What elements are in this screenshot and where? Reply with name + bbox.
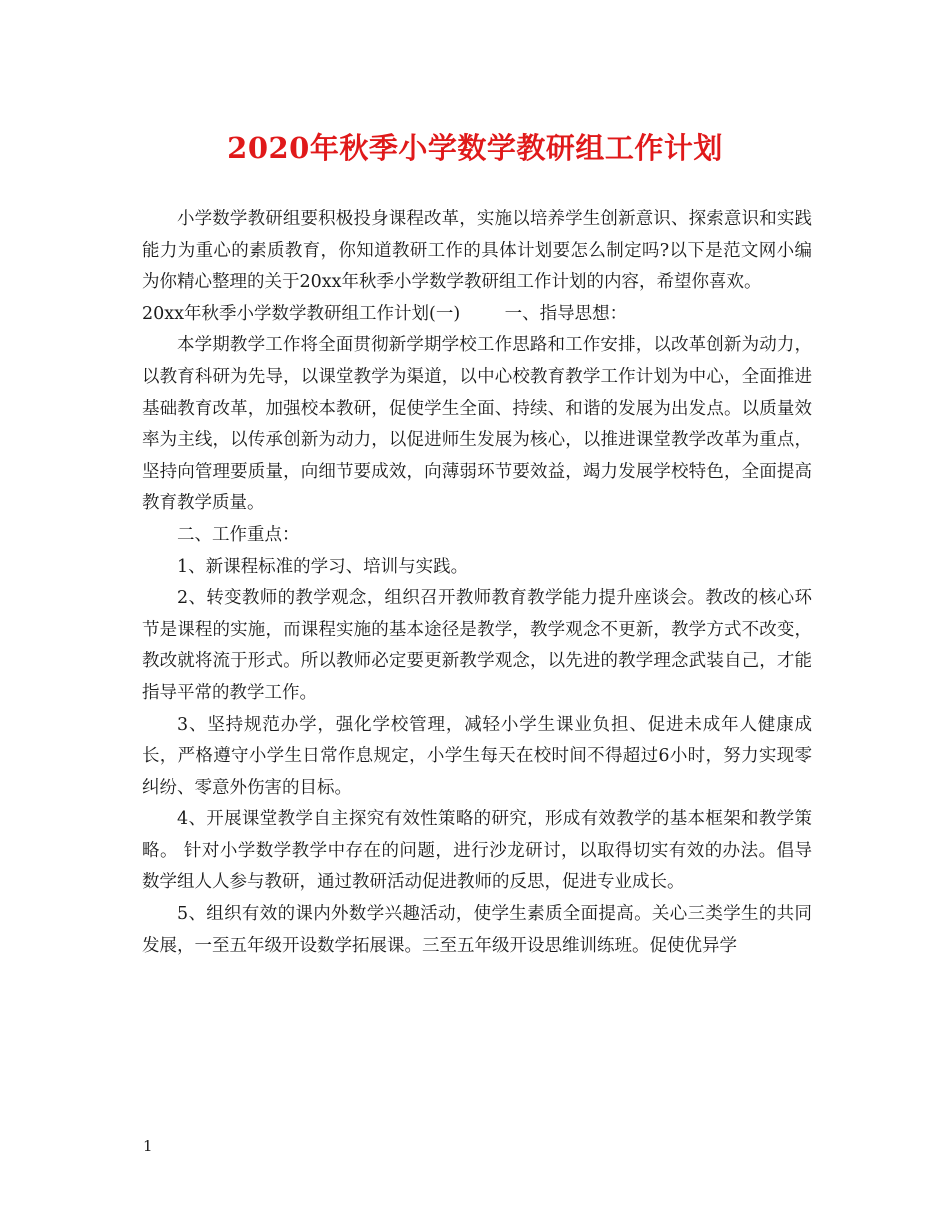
paragraph-item-3: 3、坚持规范办学，强化学校管理，减轻小学生课业负担、促进未成年人健康成长，严格遵守小学生日常作息规定，小学生每天在校时间不得超过6小时，努力实现零纠纷、零意外伤害的目标。 bbox=[142, 714, 812, 798]
paragraph-item-5: 5、组织有效的课内外数学兴趣活动，使学生素质全面提高。关心三类学生的共同发展，一至五年级开设数学拓展课。三至五年级开设思维训练班。促使优异学 bbox=[142, 904, 812, 956]
paragraph-guiding-thought: 本学期教学工作将全面贯彻新学期学校工作思路和工作安排，以改革创新为动力，以教育科研为先导，以课堂教学为渠道，以中心校教育教学工作计划为中心，全面推进基础教育改革，加强校本教研，促使学生全面、持续、和谐的发展为出发点。以质量效率为主线，以传承创新为动力，以促进师生发展为核心，以推进课堂教学改革为重点，坚持向管理要质量，向细节要成效，向薄弱环节要效益，竭力发展学校特色，全面提高教育教学质量。 bbox=[142, 335, 812, 514]
paragraph-item-2: 2、转变教师的教学观念，组织召开教师教育教学能力提升座谈会。教改的核心环节是课程的实施，而课程实施的基本途径是教学，教学观念不更新，教学方式不改变，教改就将流于形式。所以教师必定要更新教学观念，以先进的教学理念武装自己，才能指导平常的教学工作。 bbox=[142, 588, 812, 703]
paragraph-item-1: 1、新课程标准的学习、培训与实践。 bbox=[177, 556, 469, 577]
paragraph-work-focus-heading: 二、工作重点： bbox=[177, 524, 300, 545]
document-title: 2020年秋季小学数学教研组工作计划 bbox=[227, 131, 723, 165]
paragraph-plan-heading: 20xx年秋季小学数学教研组工作计划(一) 一、指导思想： bbox=[142, 303, 628, 324]
page-number: 1 bbox=[143, 1137, 153, 1155]
paragraph-intro: 小学数学教研组要积极投身课程改革，实施以培养学生创新意识、探索意识和实践能力为重心的素质教育，你知道教研工作的具体计划要怎么制定吗?以下是范文网小编为你精心整理的关于20xx年秋季小学数学教研组工作计划的内容，希望你喜欢。 bbox=[142, 209, 812, 293]
paragraph-item-4: 4、开展课堂教学自主探究有效性策略的研究，形成有效教学的基本框架和教学策略。 针对小学数学教学中存在的问题，进行沙龙研讨，以取得切实有效的办法。倡导数学组人人参与教研，通过教研活动促进教师的反思，促进专业成长。 bbox=[142, 809, 812, 893]
document-body bbox=[142, 204, 812, 962]
